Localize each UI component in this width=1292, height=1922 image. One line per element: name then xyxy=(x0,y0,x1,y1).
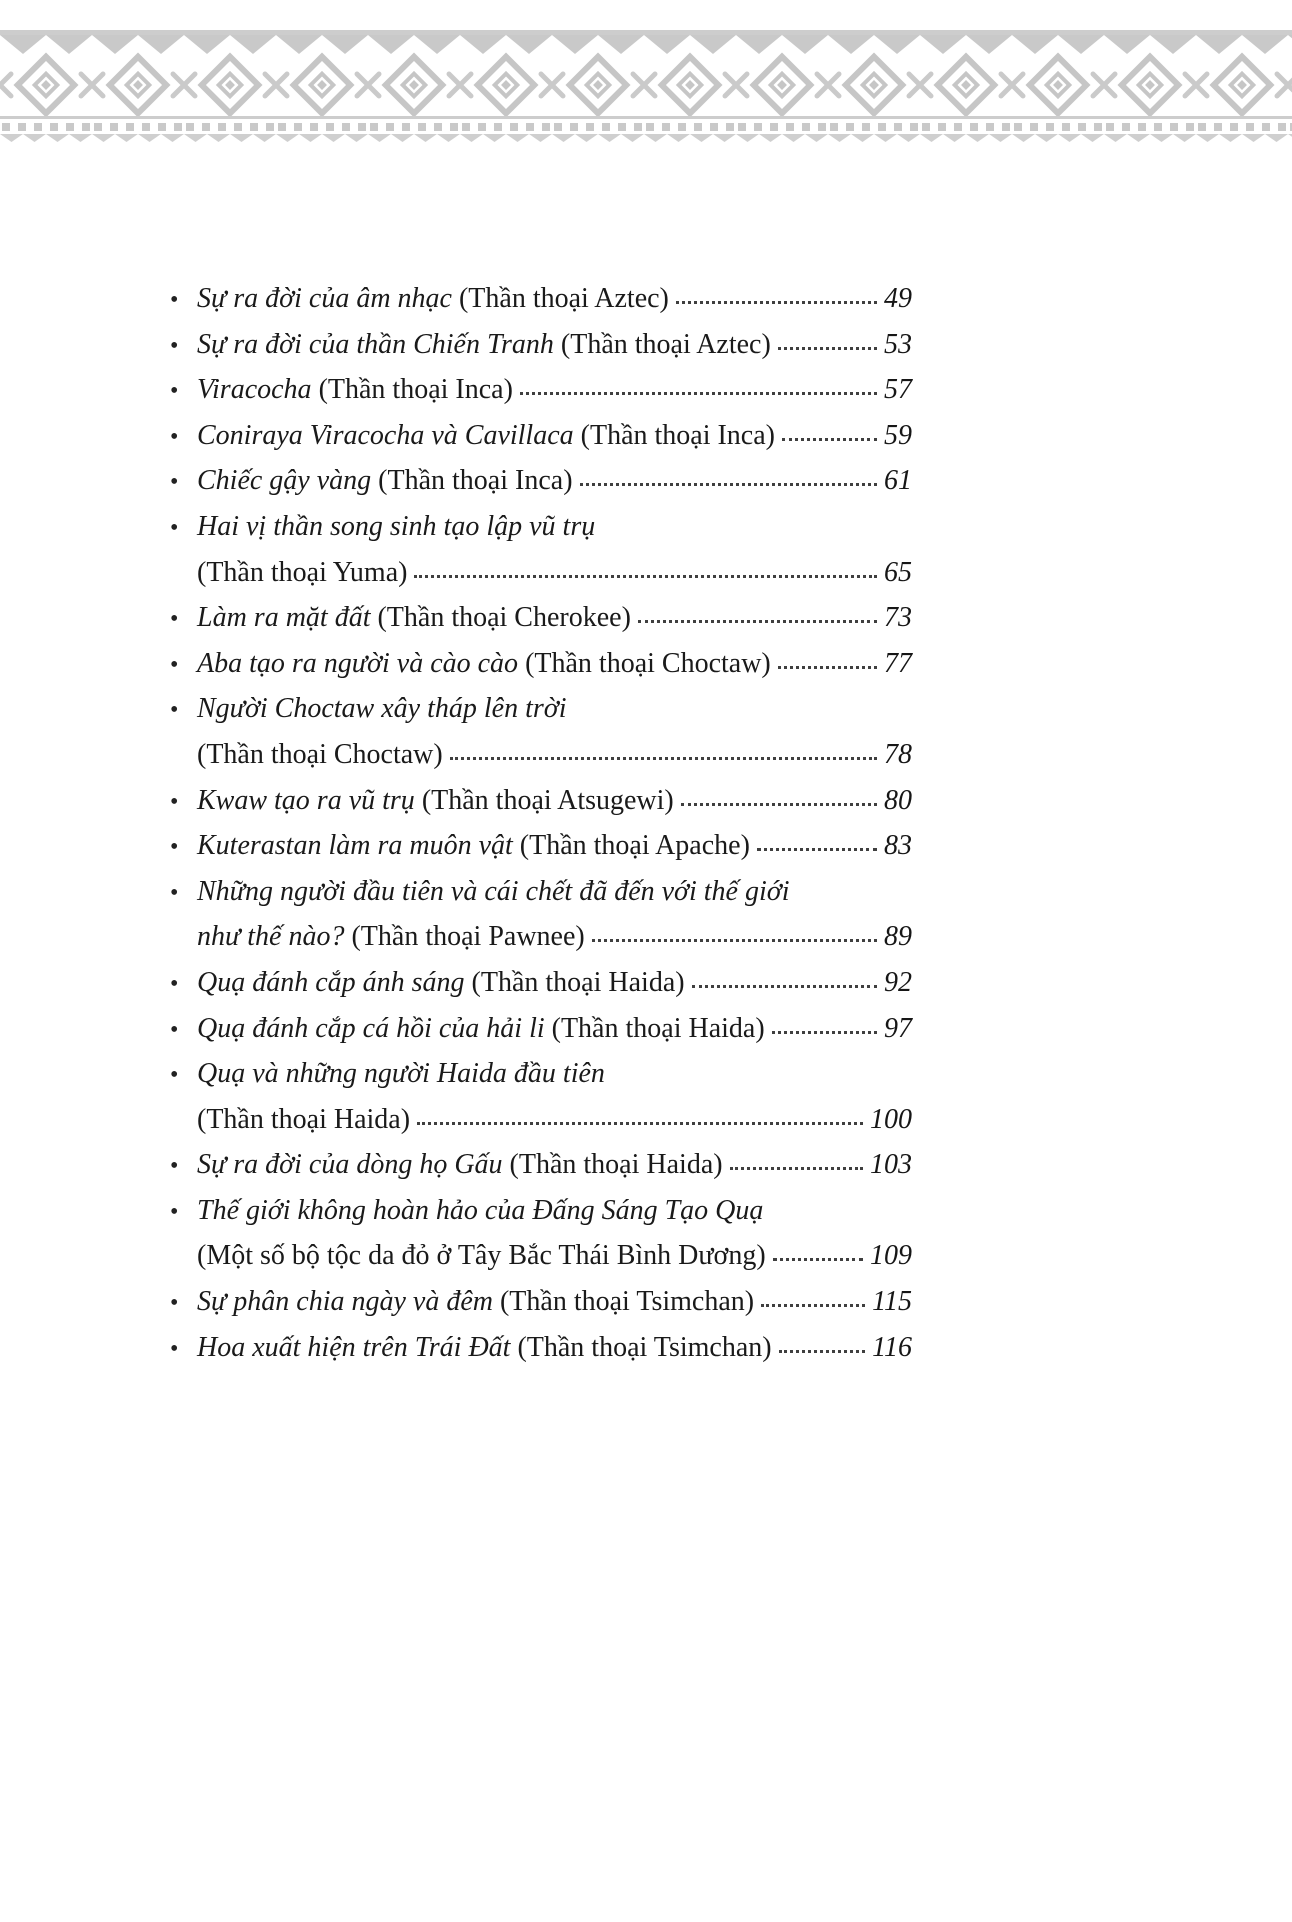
toc-entry-line xyxy=(170,419,912,453)
entry-text xyxy=(197,966,685,1000)
entry-title: Quạ và những người Haida đầu tiên xyxy=(197,1058,605,1090)
entry-source: (Thần thoại Apache) xyxy=(519,830,750,862)
entry-text xyxy=(197,692,566,726)
toc-entry-line xyxy=(170,1148,912,1182)
page-number: 77 xyxy=(884,647,912,679)
bullet-icon: • xyxy=(170,332,179,359)
bullet-icon: • xyxy=(170,879,179,906)
toc-entry-line xyxy=(170,510,912,544)
entry-text xyxy=(197,784,674,818)
toc-entry-line xyxy=(170,556,912,590)
dot-leader xyxy=(692,985,877,988)
toc-entry-line xyxy=(170,1103,912,1137)
entry-text xyxy=(197,1194,763,1228)
entry-title: Coniraya Viracocha và Cavillaca xyxy=(197,419,574,451)
entry-title: Viracocha xyxy=(197,374,312,406)
dot-leader xyxy=(757,848,877,851)
toc-entry-line xyxy=(170,1012,912,1046)
entry-text xyxy=(197,510,595,544)
entry-source: (Thần thoại Inca) xyxy=(378,465,573,497)
dot-leader xyxy=(450,757,877,760)
entry-title: Kwaw tạo ra vũ trụ xyxy=(197,784,415,816)
dot-leader xyxy=(730,1167,863,1170)
entry-text xyxy=(197,647,771,681)
entry-title: Hai vị thần song sinh tạo lập vũ trụ xyxy=(197,510,596,542)
page-number: 100 xyxy=(870,1103,912,1135)
toc-entry-line xyxy=(170,647,912,681)
entry-title: Những người đầu tiên và cái chết đã đến với thế giới xyxy=(197,875,790,907)
entry-text xyxy=(197,282,669,316)
entry-text xyxy=(197,419,775,453)
page-number: 89 xyxy=(884,921,912,953)
dot-leader xyxy=(417,1122,863,1125)
page-number: 103 xyxy=(870,1149,912,1181)
entry-source: (Thần thoại Tsimchan) xyxy=(517,1331,772,1363)
entry-title: Quạ đánh cắp ánh sáng xyxy=(197,966,465,998)
bullet-icon: • xyxy=(170,378,179,405)
entry-text xyxy=(197,1148,723,1182)
page-number: 57 xyxy=(884,374,912,406)
entry-title: Sự ra đời của dòng họ Gấu xyxy=(197,1149,503,1181)
bullet-icon: • xyxy=(170,788,179,815)
toc-entry-line xyxy=(170,601,912,635)
bullet-icon: • xyxy=(170,1198,179,1225)
toc-entry-line xyxy=(170,373,912,407)
bullet-icon: • xyxy=(170,606,179,633)
entry-text xyxy=(197,829,750,863)
bullet-icon: • xyxy=(170,514,179,541)
bullet-icon: • xyxy=(170,970,179,997)
dot-leader xyxy=(773,1258,863,1261)
entry-title: Sự ra đời của âm nhạc xyxy=(197,283,452,314)
entry-source: (Thần thoại Inca) xyxy=(318,374,513,406)
toc-entry-line xyxy=(170,692,912,726)
entry-title: Hoa xuất hiện trên Trái Đất xyxy=(197,1331,511,1363)
entry-text xyxy=(197,1103,410,1137)
page-number: 78 xyxy=(884,738,912,770)
bullet-icon: • xyxy=(170,1016,179,1043)
bullet-icon: • xyxy=(170,697,179,724)
entry-text xyxy=(197,738,443,772)
entry-source: (Thần thoại Haida) xyxy=(509,1149,723,1181)
entry-source: (Thần thoại Choctaw) xyxy=(525,647,771,679)
page-number: 65 xyxy=(884,556,912,588)
page-number: 80 xyxy=(884,784,912,816)
entry-source: (Thần thoại Inca) xyxy=(580,419,775,451)
dot-leader xyxy=(520,392,877,395)
toc-entry-line xyxy=(170,282,912,316)
entry-text xyxy=(197,601,631,635)
dot-leader xyxy=(592,939,877,942)
bullet-icon: • xyxy=(170,1062,179,1089)
toc-entry-line xyxy=(170,1057,912,1091)
dot-leader xyxy=(772,1031,877,1034)
entry-title: Kuterastan làm ra muôn vật xyxy=(197,830,513,862)
toc-entry-line xyxy=(170,875,912,909)
dot-leader xyxy=(414,575,877,578)
entry-source: (Thần thoại Choctaw) xyxy=(197,738,443,770)
bullet-icon: • xyxy=(170,1290,179,1317)
toc-list xyxy=(170,142,912,1376)
entry-source: (Thần thoại Haida) xyxy=(197,1103,411,1135)
entry-source: (Thần thoại Yuma) xyxy=(197,556,408,588)
toc-entry-line xyxy=(170,829,912,863)
entry-source: (Thần thoại Haida) xyxy=(471,966,685,998)
entry-title: Làm ra mặt đất xyxy=(197,602,371,634)
toc-entry-line xyxy=(170,1285,912,1319)
dot-leader xyxy=(761,1304,865,1307)
page-number: 53 xyxy=(884,328,912,360)
entry-text xyxy=(197,920,585,954)
toc-entry-line xyxy=(170,920,912,954)
dot-leader xyxy=(681,803,877,806)
toc-entry-line xyxy=(170,784,912,818)
aztec-border-pattern xyxy=(0,30,1292,142)
page-number: 109 xyxy=(870,1240,912,1272)
entry-source: (Thần thoại Pawnee) xyxy=(351,921,585,953)
entry-text xyxy=(197,1012,765,1046)
entry-text xyxy=(197,328,771,362)
bullet-icon: • xyxy=(170,469,179,496)
page-number: 49 xyxy=(884,283,912,314)
page-number: 83 xyxy=(884,830,912,862)
dot-leader xyxy=(778,347,877,350)
entry-title: Người Choctaw xây tháp lên trời xyxy=(197,693,567,725)
entry-source: (Thần thoại Aztec) xyxy=(458,283,669,314)
bullet-icon: • xyxy=(170,1153,179,1180)
toc-entry-line xyxy=(170,1194,912,1228)
entry-title: Quạ đánh cắp cá hồi của hải li xyxy=(197,1012,545,1044)
page-number: 115 xyxy=(872,1286,912,1318)
entry-title: như thế nào? xyxy=(197,921,345,953)
toc-entry-line xyxy=(170,1239,912,1273)
bullet-icon: • xyxy=(170,651,179,678)
entry-title: Sự phân chia ngày và đêm xyxy=(197,1286,493,1318)
bullet-icon: • xyxy=(170,287,179,313)
bullet-icon: • xyxy=(170,1335,179,1362)
page-number: 59 xyxy=(884,419,912,451)
page-number: 97 xyxy=(884,1012,912,1044)
entry-source: (Thần thoại Aztec) xyxy=(560,328,771,360)
decorative-border xyxy=(0,30,1292,142)
entry-text xyxy=(197,875,789,909)
toc-entry-line xyxy=(170,464,912,498)
entry-text xyxy=(197,464,573,498)
toc-entry-line xyxy=(170,328,912,362)
entry-source: (Một số bộ tộc da đỏ ở Tây Bắc Thái Bình Dương) xyxy=(197,1240,766,1272)
entry-text xyxy=(197,373,513,407)
page-number: 61 xyxy=(884,465,912,497)
bullet-icon: • xyxy=(170,423,179,450)
entry-text xyxy=(197,1239,766,1273)
toc-entry-line xyxy=(170,966,912,1000)
dot-leader xyxy=(676,301,877,304)
toc-entry-line xyxy=(170,1331,912,1365)
bullet-icon: • xyxy=(170,834,179,861)
entry-title: Chiếc gậy vàng xyxy=(197,465,372,497)
dot-leader xyxy=(778,666,877,669)
dot-leader xyxy=(580,483,877,486)
entry-source: (Thần thoại Haida) xyxy=(551,1012,765,1044)
entry-title: Aba tạo ra người và cào cào xyxy=(197,647,519,679)
entry-text xyxy=(197,1285,754,1319)
page-number: 73 xyxy=(884,602,912,634)
page-number: 92 xyxy=(884,966,912,998)
entry-source: (Thần thoại Cherokee) xyxy=(377,602,631,634)
entry-source: (Thần thoại Tsimchan) xyxy=(499,1286,755,1318)
page-number: 116 xyxy=(872,1331,912,1363)
dot-leader xyxy=(779,1350,866,1353)
entry-text xyxy=(197,1057,605,1091)
entry-title: Sự ra đời của thần Chiến Tranh xyxy=(197,328,554,360)
entry-title: Thế giới không hoàn hảo của Đấng Sáng Tạo Quạ xyxy=(197,1194,764,1226)
entry-text xyxy=(197,556,407,590)
entry-source: (Thần thoại Atsugewi) xyxy=(421,784,674,816)
toc-entry-line xyxy=(170,738,912,772)
entry-text xyxy=(197,1331,772,1365)
dot-leader xyxy=(638,620,877,623)
dot-leader xyxy=(782,438,877,441)
